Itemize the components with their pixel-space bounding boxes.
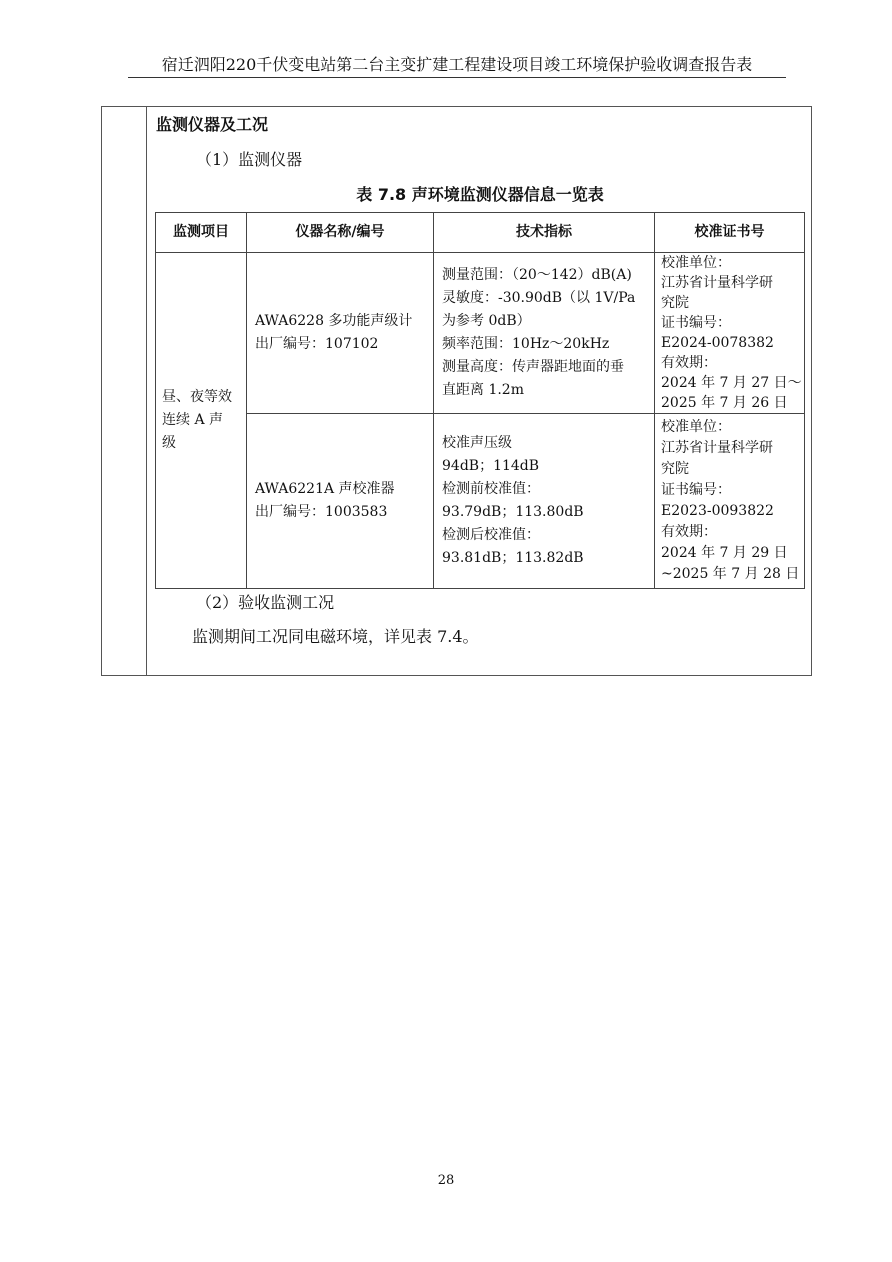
technical-spec-cell (434, 253, 655, 414)
instrument-name-line: AWA6228 多功能声级计 (255, 313, 413, 329)
header-rule (128, 77, 786, 78)
page-header-title: 宿迁泗阳220千伏变电站第二台主变扩建工程建设项目竣工环境保护验收调查报告表 (161, 55, 753, 74)
cert-line: 校准单位： (661, 419, 731, 435)
header-instrument-name: 仪器名称/编号 (247, 213, 434, 253)
cert-line: 2025 年 7 月 26 日 (661, 395, 788, 411)
monitor-item-line: 昼、夜等效 (162, 389, 232, 405)
spec-line: 测量高度：传声器距地面的垂 (442, 359, 624, 375)
cert-line: 证书编号： (661, 482, 731, 498)
spec-line: 为参考 0dB） (442, 313, 531, 329)
instrument-name-cell (247, 414, 434, 589)
header-certificate: 校准证书号 (655, 213, 805, 253)
cert-line: 江苏省计量科学研 (661, 275, 773, 291)
cert-line: 校准单位： (661, 255, 731, 271)
page-number: 28 (437, 1173, 455, 1188)
cert-line: ~2025 年 7 月 28 日 (661, 566, 800, 582)
table-row (156, 414, 805, 589)
certificate-cell (655, 414, 805, 589)
frame-divider (146, 106, 147, 676)
spec-line: 94dB；114dB (442, 458, 540, 474)
spec-line: 93.81dB；113.82dB (442, 550, 584, 566)
monitor-item-cell (156, 253, 247, 589)
cert-line: 究院 (661, 461, 689, 477)
subheading-working-conditions: （2）验收监测工况 (196, 593, 335, 612)
technical-spec-cell (434, 414, 655, 589)
header-technical-spec: 技术指标 (434, 213, 655, 253)
spec-line: 测量范围：（20～142）dB(A) (442, 267, 632, 283)
header-monitor-item: 监测项目 (156, 213, 247, 253)
conditions-paragraph: 监测期间工况同电磁环境，详见表 7.4。 (192, 627, 479, 646)
cert-line: 究院 (661, 295, 689, 311)
instrument-serial-line: 出厂编号：1003583 (255, 504, 388, 520)
table-row (156, 253, 805, 414)
section-title: 监测仪器及工况 (156, 115, 269, 134)
cert-line: 江苏省计量科学研 (661, 440, 773, 456)
instrument-name-cell (247, 253, 434, 414)
table-caption: 表 7.8 声环境监测仪器信息一览表 (356, 185, 604, 204)
spec-line: 校准声压级 (442, 435, 512, 451)
cert-line: E2024-0078382 (661, 335, 774, 351)
subheading-instruments: （1）监测仪器 (196, 150, 303, 169)
table-header-row (156, 213, 805, 253)
cert-line: 有效期： (661, 355, 717, 371)
cert-line: 有效期： (661, 524, 717, 540)
certificate-cell (655, 253, 805, 414)
monitor-item-line: 连续 A 声 (162, 412, 224, 428)
instrument-serial-line: 出厂编号：107102 (255, 336, 379, 352)
spec-line: 检测前校准值： (442, 481, 540, 497)
spec-line: 直距离 1.2m (442, 382, 524, 398)
cert-line: 2024 年 7 月 29 日 (661, 545, 788, 561)
cert-line: 证书编号： (661, 315, 731, 331)
spec-line: 检测后校准值： (442, 527, 540, 543)
monitor-item-line: 级 (162, 435, 176, 451)
instrument-name-line: AWA6221A 声校准器 (255, 481, 395, 497)
cert-line: 2024 年 7 月 27 日～ (661, 375, 802, 391)
spec-line: 93.79dB；113.80dB (442, 504, 584, 520)
instrument-table (155, 212, 805, 589)
spec-line: 频率范围：10Hz～20kHz (442, 336, 610, 352)
spec-line: 灵敏度：-30.90dB（以 1V/Pa (442, 290, 636, 306)
cert-line: E2023-0093822 (661, 503, 774, 519)
